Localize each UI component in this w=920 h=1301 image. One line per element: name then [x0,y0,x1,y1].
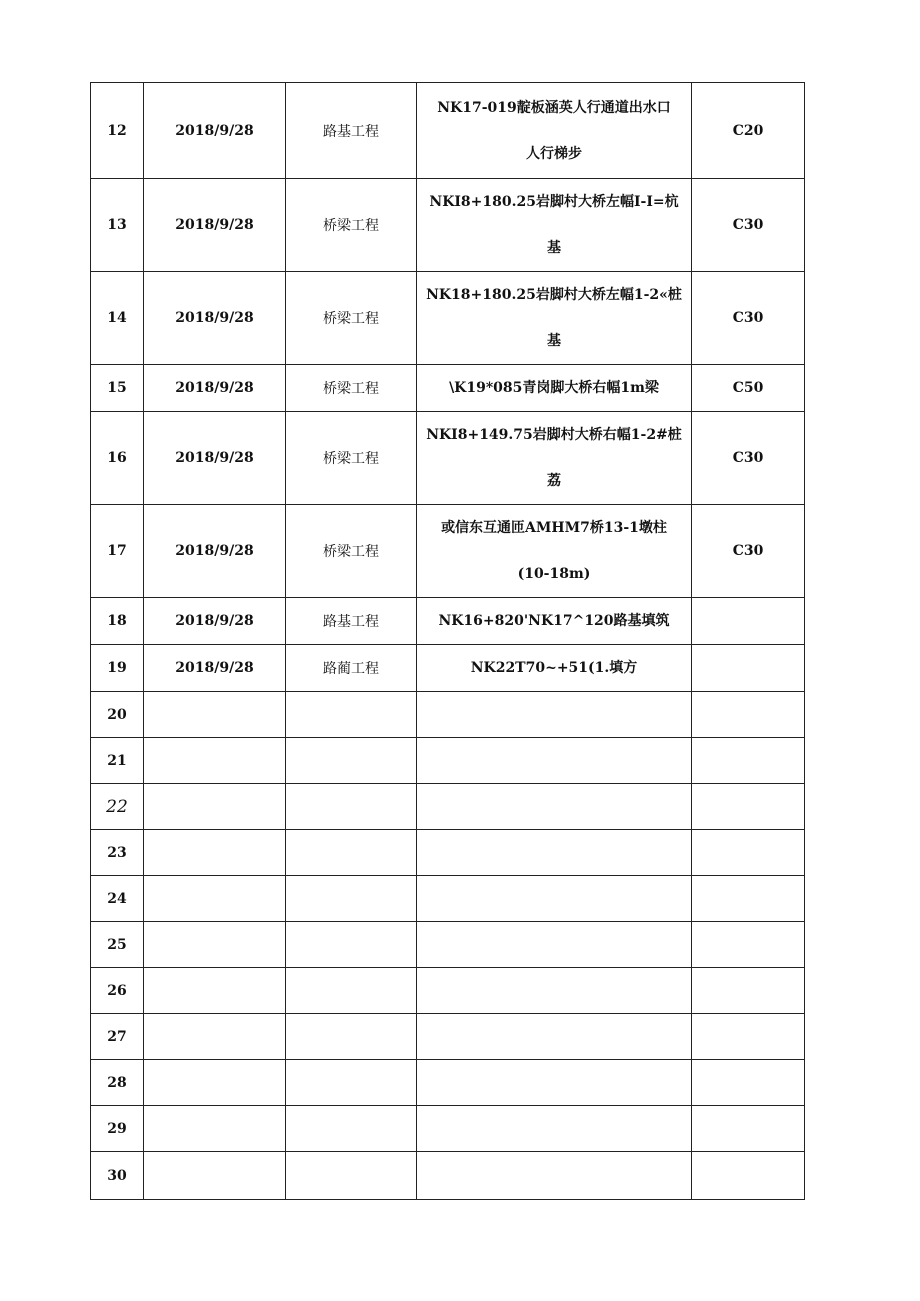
location-part-line: NK18+180.25岩脚村大桥左幅1-2«桩 [426,287,682,303]
location-part-cell [417,876,692,922]
work-type-cell [286,784,417,830]
work-type-cell [286,738,417,784]
table-row [91,412,805,505]
table-row [91,272,805,365]
location-part-cell [417,1106,692,1152]
table-row [91,692,805,738]
row-number-cell: 30 [91,1152,144,1200]
work-type-cell [286,692,417,738]
concrete-grade-cell [692,1106,805,1152]
date-cell: 2018/9/28 [144,598,286,645]
work-type-cell: 桥梁工程 [286,505,417,598]
table-row [91,1152,805,1200]
location-part-cell [417,692,692,738]
location-part-line: 荔 [547,473,561,489]
table-row [91,968,805,1014]
location-part-cell [417,505,692,598]
concrete-grade-cell [692,645,805,692]
location-part-cell [417,598,692,645]
work-type-cell: 桥梁工程 [286,365,417,412]
table-row [91,1060,805,1106]
work-type-cell: 路蔺工程 [286,645,417,692]
concrete-grade-cell: C50 [692,365,805,412]
date-cell [144,1106,286,1152]
date-cell [144,830,286,876]
row-number-cell: 23 [91,830,144,876]
work-type-cell [286,1152,417,1200]
work-type-cell [286,922,417,968]
concrete-grade-cell: C30 [692,272,805,365]
date-cell [144,692,286,738]
table-row [91,784,805,830]
location-part-cell [417,645,692,692]
location-part-line: 基 [547,333,561,349]
row-number-cell: 20 [91,692,144,738]
location-part-line: NKI8+149.75岩脚村大桥右幅1-2#桩 [426,427,682,443]
work-type-cell [286,968,417,1014]
location-part-cell [417,968,692,1014]
date-cell: 2018/9/28 [144,83,286,179]
location-part-cell [417,784,692,830]
concrete-grade-cell: C30 [692,179,805,272]
location-part-line: NK17-019靛板涵英人行通道出水口 [437,99,671,116]
location-part-line: 或信东互通匝AMHM7桥13-1墩柱 [441,520,667,536]
location-part-line: \K19*085青岗脚大桥右幅1m梁 [449,380,659,396]
row-number-cell: 12 [91,83,144,179]
table-row [91,1106,805,1152]
table-row [91,876,805,922]
concrete-grade-cell [692,1152,805,1200]
work-type-cell: 路基工程 [286,598,417,645]
date-cell: 2018/9/28 [144,412,286,505]
date-cell [144,738,286,784]
location-part-cell [417,1060,692,1106]
row-number-cell: 16 [91,412,144,505]
date-cell: 2018/9/28 [144,365,286,412]
table-row [91,598,805,645]
date-cell [144,876,286,922]
row-number-cell: 19 [91,645,144,692]
row-number-cell: 14 [91,272,144,365]
concrete-grade-cell [692,738,805,784]
date-cell: 2018/9/28 [144,505,286,598]
work-type-cell [286,1106,417,1152]
table-row [91,505,805,598]
date-cell [144,922,286,968]
concrete-grade-cell: C20 [692,83,805,179]
table-row [91,83,805,179]
table-row [91,830,805,876]
row-number-cell: 17 [91,505,144,598]
location-part-line: (10-18m) [517,566,591,582]
work-type-cell: 路基工程 [286,83,417,179]
work-type-cell: 桥梁工程 [286,179,417,272]
concrete-grade-cell [692,876,805,922]
location-part-cell [417,1152,692,1200]
location-part-cell [417,412,692,505]
work-type-cell: 桥梁工程 [286,412,417,505]
location-part-cell [417,830,692,876]
location-part-cell [417,179,692,272]
concrete-pour-log-table [90,82,805,1200]
work-type-cell [286,876,417,922]
row-number-cell: 24 [91,876,144,922]
date-cell [144,1014,286,1060]
table-row [91,645,805,692]
table-row [91,365,805,412]
table-row [91,1014,805,1060]
row-number-cell: 27 [91,1014,144,1060]
location-part-cell [417,738,692,784]
work-type-cell [286,830,417,876]
date-cell [144,1152,286,1200]
table-row [91,179,805,272]
location-part-cell [417,272,692,365]
row-number-cell: 25 [91,922,144,968]
work-type-cell: 桥梁工程 [286,272,417,365]
date-cell: 2018/9/28 [144,272,286,365]
concrete-grade-cell: C30 [692,505,805,598]
concrete-grade-cell: C30 [692,412,805,505]
concrete-grade-cell [692,830,805,876]
row-number-cell: 21 [91,738,144,784]
location-part-line: NK22T70~+51(1.填方 [470,660,638,676]
concrete-grade-cell [692,1014,805,1060]
work-type-cell [286,1014,417,1060]
row-number-cell: 22 [91,784,144,830]
row-number-cell: 13 [91,179,144,272]
concrete-grade-cell [692,692,805,738]
location-part-cell [417,1014,692,1060]
table-row [91,738,805,784]
concrete-grade-cell [692,922,805,968]
date-cell: 2018/9/28 [144,179,286,272]
location-part-cell [417,922,692,968]
location-part-cell [417,83,692,179]
concrete-grade-cell [692,968,805,1014]
concrete-grade-cell [692,1060,805,1106]
location-part-line: 人行梯步 [526,145,582,162]
location-part-line: 基 [547,240,561,256]
date-cell [144,1060,286,1106]
row-number-cell: 28 [91,1060,144,1106]
table-row [91,922,805,968]
row-number-cell: 26 [91,968,144,1014]
concrete-grade-cell [692,598,805,645]
location-part-line: NK16+820'NK17^120路基填筑 [438,613,670,629]
date-cell [144,784,286,830]
row-number-cell: 15 [91,365,144,412]
location-part-line: NKI8+180.25岩脚村大桥左幅I-I=杭 [429,194,679,210]
date-cell [144,968,286,1014]
row-number-cell: 18 [91,598,144,645]
work-type-cell [286,1060,417,1106]
location-part-cell [417,365,692,412]
concrete-grade-cell [692,784,805,830]
row-number-cell: 29 [91,1106,144,1152]
table-body [91,83,805,1200]
date-cell: 2018/9/28 [144,645,286,692]
